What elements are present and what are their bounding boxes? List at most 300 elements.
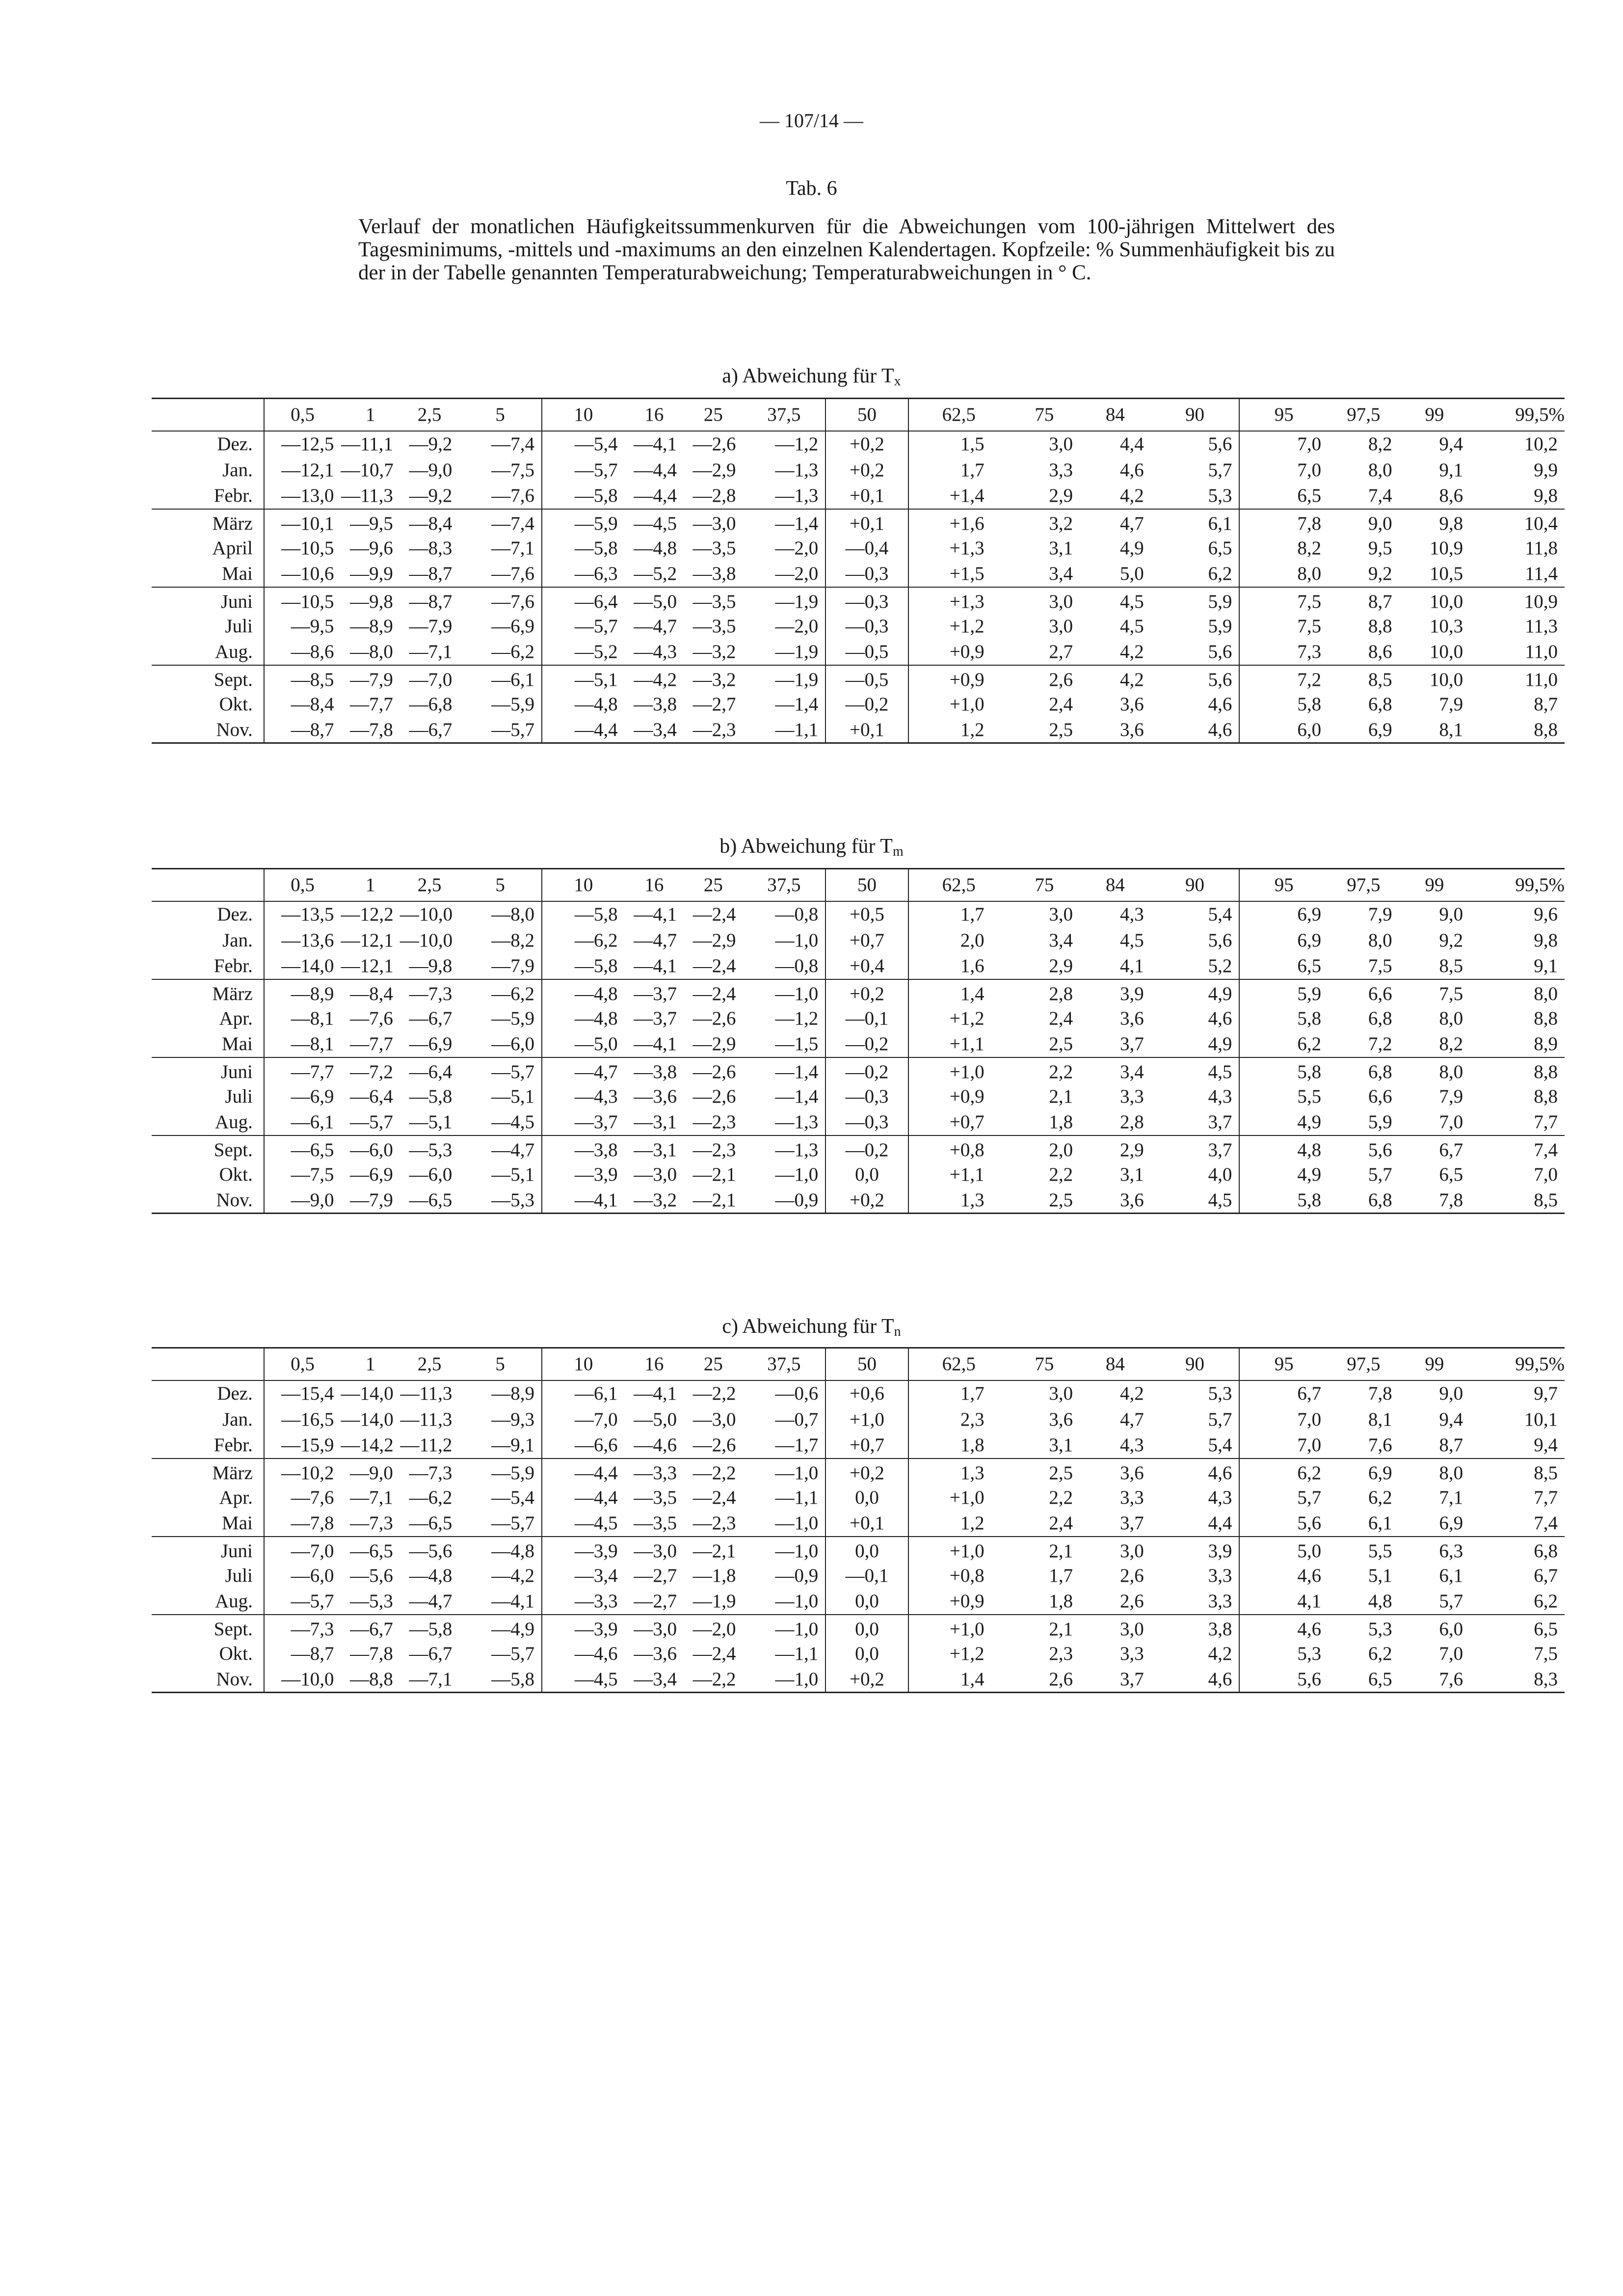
table-cell: —4,8: [542, 691, 625, 717]
table-cell: —3,5: [692, 537, 736, 559]
table-cell: —8,5: [264, 665, 341, 691]
table-cell: —3,8: [625, 1057, 684, 1083]
table-cell: +0,2: [825, 1188, 908, 1214]
table-cell: —2,4: [692, 1643, 736, 1664]
table-cell: —4,5: [542, 1511, 625, 1537]
table-cell: 6,9: [1328, 1459, 1399, 1485]
table-cell: 5,6: [1151, 665, 1240, 691]
table-cell: 7,5: [1534, 1643, 1558, 1664]
table-cell: —6,5: [341, 1537, 399, 1563]
table-cell: 2,0: [908, 927, 1009, 953]
table-cell: 5,7: [1208, 459, 1232, 481]
table-cell: 4,6: [1119, 459, 1144, 481]
table-cell: —1,3: [775, 1111, 819, 1133]
column-header: 25: [684, 399, 743, 431]
table-cell: +0,2: [825, 979, 908, 1005]
table-cell: 3,6: [1080, 1459, 1151, 1485]
table-row: [152, 509, 1565, 535]
column-header: 75: [1009, 399, 1080, 431]
table-row: [152, 1667, 1565, 1693]
row-month-label: Aug.: [214, 641, 253, 662]
table-cell: —0,6: [775, 1383, 819, 1404]
table-cell: —2,3: [692, 1111, 736, 1133]
table-cell: —6,7: [409, 1643, 452, 1664]
table-cell: 4,2: [1080, 665, 1151, 691]
table-cell: —5,7: [542, 613, 625, 639]
table-cell: —3,8: [692, 563, 736, 584]
table-cell: 7,2: [1239, 665, 1328, 691]
table-cell: 1,7: [908, 901, 1009, 927]
table-cell: 4,6: [1208, 693, 1232, 715]
table-cell: 2,1: [1009, 1615, 1080, 1641]
table-cell: 4,8: [1368, 1591, 1392, 1612]
table-cell: —4,7: [459, 1135, 542, 1162]
table-cell: —1,0: [775, 1513, 819, 1534]
column-header: 0,5: [264, 1348, 341, 1380]
table-cell: +1,2: [908, 1005, 1009, 1031]
table-cell: 3,4: [1049, 563, 1073, 584]
header-corner: [152, 399, 264, 431]
table-cell: —7,3: [264, 1615, 341, 1641]
table-cell: —6,4: [350, 1085, 393, 1107]
data-table-c: [152, 1347, 1565, 1693]
table-cell: —2,3: [692, 1513, 736, 1534]
table-cell: 4,2: [1208, 1643, 1232, 1664]
table-cell: 6,9: [1328, 717, 1399, 743]
table-cell: 7,7: [1534, 1486, 1558, 1508]
table-cell: 3,7: [1151, 1135, 1240, 1162]
table-cell: 4,8: [1239, 1135, 1328, 1162]
table-cell: —0,3: [825, 1083, 908, 1109]
table-cell: —3,4: [625, 717, 684, 743]
row-month-label: Aug.: [214, 1591, 253, 1612]
table-cell: —7,2: [341, 1057, 399, 1083]
table-cell: 11,0: [1470, 665, 1565, 691]
table-cell: —7,7: [350, 1033, 393, 1054]
table-cell: —4,7: [634, 929, 677, 951]
table-cell: —4,7: [634, 615, 677, 637]
table-cell: —9,2: [409, 485, 452, 506]
table-cell: 3,6: [1119, 1007, 1144, 1029]
table-cell: —7,9: [341, 1188, 399, 1214]
table-cell: —5,3: [350, 1591, 393, 1612]
table-cell: —1,4: [775, 1085, 819, 1107]
table-cell: —6,0: [341, 1135, 399, 1162]
table-cell: —5,4: [491, 1486, 534, 1508]
table-cell: 9,4: [1534, 1434, 1558, 1456]
table-cell: —4,2: [491, 1565, 534, 1586]
table-cell: —9,0: [341, 1459, 399, 1485]
table-cell: —4,8: [459, 1537, 542, 1563]
table-cell: —3,0: [634, 1163, 677, 1185]
table-cell: +1,5: [908, 561, 1009, 587]
table-cell: —7,0: [400, 665, 459, 691]
table-cell: +1,0: [908, 1057, 1009, 1083]
table-cell: 7,8: [1239, 509, 1328, 535]
table-cell: —4,9: [459, 1615, 542, 1641]
table-cell: —0,4: [825, 535, 908, 561]
table-cell: 6,5: [1439, 1163, 1463, 1185]
table-cell: 6,8: [1368, 1007, 1392, 1029]
table-cell: —8,7: [264, 1641, 341, 1667]
table-cell: —0,3: [825, 587, 908, 613]
table-cell: +1,3: [908, 535, 1009, 561]
table-cell: —7,9: [491, 955, 534, 976]
table-cell: —12,1: [341, 955, 394, 976]
table-cell: 6,2: [1208, 563, 1232, 584]
table-cell: —4,1: [634, 433, 677, 455]
table-cell: 6,2: [1368, 1643, 1392, 1664]
table-cell: —4,8: [542, 979, 625, 1005]
table-cell: 6,5: [1239, 483, 1328, 509]
table-row: [152, 1641, 1565, 1667]
table-cell: 5,6: [1239, 1667, 1328, 1693]
table-cell: —2,8: [692, 485, 736, 506]
table-cell: —2,7: [634, 1565, 677, 1586]
table-cell: —14,0: [341, 1408, 394, 1430]
table-cell: —1,0: [743, 1537, 826, 1563]
table-cell: —4,8: [409, 1565, 452, 1586]
row-month-label: Okt.: [219, 693, 253, 715]
table-cell: 6,1: [1368, 1513, 1392, 1534]
table-cell: —8,9: [264, 979, 341, 1005]
table-cell: —8,4: [264, 691, 341, 717]
table-cell: 7,8: [1399, 1188, 1470, 1214]
table-cell: —10,7: [341, 459, 394, 481]
table-cell: —0,1: [825, 1005, 908, 1031]
table-cell: 6,5: [1208, 537, 1232, 559]
table-cell: 9,4: [1439, 1408, 1463, 1430]
table-cell: 5,9: [1368, 1111, 1392, 1133]
table-cell: —4,4: [542, 1459, 625, 1485]
table-cell: —2,4: [692, 1486, 736, 1508]
table-cell: 1,5: [908, 431, 1009, 457]
header-corner: [152, 869, 264, 901]
table-cell: —2,7: [692, 693, 736, 715]
table-cell: +0,8: [908, 1563, 1009, 1589]
table-cell: —1,9: [775, 641, 819, 662]
table-cell: 8,6: [1439, 485, 1463, 506]
table-cell: 6,1: [1439, 1565, 1463, 1586]
table-cell: 9,6: [1534, 904, 1558, 925]
table-cell: —4,1: [542, 1188, 625, 1214]
table-cell: 6,5: [1328, 1667, 1399, 1693]
table-cell: —8,7: [409, 563, 452, 584]
table-cell: 6,8: [1328, 1057, 1399, 1083]
table-cell: —3,1: [625, 1135, 684, 1162]
table-cell: —3,2: [684, 665, 743, 691]
table-row: [152, 691, 1565, 717]
row-month-label: Juli: [225, 615, 253, 637]
table-cell: 2,4: [1049, 1007, 1073, 1029]
row-month-label: Juli: [225, 1565, 253, 1586]
table-cell: —14,0: [341, 1383, 394, 1404]
table-cell: —3,1: [634, 1111, 677, 1133]
table-cell: 6,2: [1239, 1031, 1328, 1057]
table-cell: 3,9: [1151, 1537, 1240, 1563]
table-cell: 6,8: [1470, 1537, 1565, 1563]
table-cell: —3,0: [625, 1615, 684, 1641]
table-cell: 0,0: [825, 1537, 908, 1563]
table-cell: 0,0: [825, 1162, 908, 1188]
table-cell: —11,1: [341, 433, 393, 455]
table-cell: —7,3: [350, 1513, 393, 1534]
table-cell: —7,1: [350, 1486, 393, 1508]
column-header: 2,5: [400, 399, 459, 431]
table-cell: 6,7: [1534, 1565, 1558, 1586]
table-cell: 2,2: [1009, 1057, 1080, 1083]
table-cell: —11,3: [341, 485, 393, 506]
table-cell: —9,8: [409, 955, 452, 976]
table-cell: 8,5: [1328, 665, 1399, 691]
table-row: [152, 1188, 1565, 1214]
table-cell: 2,9: [1049, 955, 1073, 976]
column-header: 99: [1399, 869, 1470, 901]
row-month-label: Sept.: [152, 665, 264, 691]
table-cell: —0,1: [825, 1563, 908, 1589]
table-cell: —1,9: [692, 1591, 736, 1612]
table-cell: —9,5: [264, 613, 341, 639]
table-cell: +0,2: [825, 1459, 908, 1485]
table-cell: 4,6: [1239, 1615, 1328, 1641]
section-title-b: b) Abweichung für $T_m$: [719, 835, 904, 859]
table-cell: 10,0: [1429, 641, 1463, 662]
table-cell: 7,5: [1239, 587, 1328, 613]
row-month-label: Juni: [152, 587, 264, 613]
data-table-a: [152, 398, 1565, 744]
table-cell: 3,4: [1080, 1057, 1151, 1083]
table-cell: —2,4: [692, 904, 736, 925]
table-cell: 2,1: [1009, 1537, 1080, 1563]
table-cell: —5,1: [409, 1111, 452, 1133]
row-month-label: Jan.: [222, 1408, 253, 1430]
table-cell: 5,3: [1328, 1615, 1399, 1641]
table-cell: —6,7: [409, 1007, 452, 1029]
table-cell: 5,9: [1239, 979, 1328, 1005]
table-cell: —7,9: [341, 665, 399, 691]
table-cell: 3,3: [1119, 1643, 1144, 1664]
table-cell: —5,7: [542, 457, 625, 483]
table-cell: —11,3: [400, 1383, 452, 1404]
row-month-label: März: [152, 979, 264, 1005]
table-cell: +0,2: [825, 431, 908, 457]
table-cell: —1,2: [775, 1007, 819, 1029]
column-header: 99,5%: [1470, 869, 1565, 901]
column-header: 97,5: [1328, 1348, 1399, 1380]
table-cell: 6,8: [1328, 1188, 1399, 1214]
table-cell: 0,0: [825, 1485, 908, 1511]
table-cell: 6,2: [1368, 1486, 1392, 1508]
row-month-label: Dez.: [217, 1383, 253, 1404]
table-cell: 4,5: [1080, 587, 1151, 613]
table-cell: —8,4: [400, 509, 459, 535]
column-header: 10: [542, 869, 625, 901]
table-cell: 5,6: [1239, 1511, 1328, 1537]
table-cell: +1,0: [908, 691, 1009, 717]
table-cell: —8,4: [341, 979, 399, 1005]
table-row: [152, 1511, 1565, 1537]
table-cell: 11,8: [1525, 537, 1558, 559]
table-cell: —12,1: [341, 929, 394, 951]
table-row: [152, 1057, 1565, 1083]
table-cell: 3,0: [1080, 1537, 1151, 1563]
table-cell: 8,0: [1439, 1007, 1463, 1029]
table-cell: 8,6: [1368, 641, 1392, 662]
table-cell: —2,3: [684, 717, 743, 743]
table-cell: 7,5: [1399, 979, 1470, 1005]
table-cell: 5,3: [1208, 1383, 1232, 1404]
table-cell: —5,8: [459, 1667, 542, 1693]
table-cell: 2,6: [1009, 1667, 1080, 1693]
table-cell: 6,9: [1439, 1513, 1463, 1534]
table-cell: —8,1: [264, 1031, 341, 1057]
table-cell: +0,1: [825, 483, 908, 509]
table-cell: +0,7: [825, 1432, 908, 1459]
table-cell: —9,0: [264, 1188, 341, 1214]
table-cell: —5,8: [409, 1085, 452, 1107]
table-cell: —5,8: [400, 1615, 459, 1641]
table-cell: 3,7: [1119, 1033, 1144, 1054]
table-cell: —4,4: [634, 485, 677, 506]
table-cell: 5,2: [1208, 955, 1232, 976]
table-cell: —5,8: [542, 483, 625, 509]
table-cell: 6,9: [1239, 927, 1328, 953]
table-cell: 7,1: [1439, 1486, 1463, 1508]
table-cell: —1,8: [692, 1565, 736, 1586]
table-cell: —1,1: [775, 1643, 819, 1664]
table-cell: —1,2: [775, 433, 819, 455]
table-cell: —5,9: [542, 509, 625, 535]
table-cell: 6,9: [1239, 901, 1328, 927]
table-cell: —0,5: [825, 639, 908, 665]
table-cell: 4,7: [1080, 509, 1151, 535]
table-row: [152, 1135, 1565, 1162]
table-cell: 7,3: [1239, 639, 1328, 665]
table-cell: 11,4: [1525, 563, 1558, 584]
table-cell: 6,5: [1470, 1615, 1565, 1641]
table-cell: 3,2: [1009, 509, 1080, 535]
table-cell: 6,2: [1239, 1459, 1328, 1485]
table-cell: —6,1: [459, 665, 542, 691]
table-cell: 4,3: [1208, 1085, 1232, 1107]
table-cell: —7,1: [491, 537, 534, 559]
table-cell: —6,7: [341, 1615, 399, 1641]
table-cell: 10,5: [1429, 563, 1463, 584]
table-cell: 6,7: [1399, 1135, 1470, 1162]
table-cell: 1,2: [908, 1511, 1009, 1537]
column-header: 97,5: [1328, 399, 1399, 431]
table-cell: —3,7: [634, 1007, 677, 1029]
table-cell: —10,1: [264, 509, 341, 535]
table-cell: 1,3: [908, 1459, 1009, 1485]
table-row: [152, 587, 1565, 613]
table-cell: 2,3: [1049, 1643, 1073, 1664]
table-cell: 2,8: [1119, 1111, 1144, 1133]
table-cell: 2,6: [1119, 1591, 1144, 1612]
table-row: [152, 431, 1565, 457]
table-cell: 5,7: [1239, 1485, 1328, 1511]
table-cell: 5,3: [1208, 485, 1232, 506]
table-cell: 3,6: [1119, 693, 1144, 715]
table-cell: —4,1: [634, 1033, 677, 1054]
table-cell: 0,0: [825, 1589, 908, 1615]
table-cell: —2,9: [692, 929, 736, 951]
table-cell: —1,0: [743, 1615, 826, 1641]
table-cell: 7,0: [1439, 1111, 1463, 1133]
table-cell: —2,6: [692, 1434, 736, 1456]
table-cell: +0,7: [908, 1109, 1009, 1135]
table-cell: —7,8: [341, 717, 399, 743]
table-cell: —7,5: [264, 1162, 341, 1188]
table-cell: —8,1: [264, 1005, 341, 1031]
table-cell: —9,3: [491, 1408, 534, 1430]
table-cell: —8,3: [409, 537, 452, 559]
table-cell: —7,1: [400, 1667, 459, 1693]
table-cell: 3,6: [1080, 717, 1151, 743]
table-cell: —7,6: [264, 1485, 341, 1511]
table-cell: —3,7: [542, 1109, 625, 1135]
table-cell: 9,0: [1439, 904, 1463, 925]
table-cell: 9,1: [1534, 955, 1558, 976]
table-cell: —1,4: [743, 509, 826, 535]
table-cell: —7,3: [400, 1459, 459, 1485]
table-cell: —14,0: [264, 953, 341, 979]
table-cell: —4,8: [542, 1005, 625, 1031]
table-cell: 3,8: [1151, 1615, 1240, 1641]
column-header: 50: [825, 1348, 908, 1380]
table-cell: 3,0: [1009, 587, 1080, 613]
column-header: 25: [684, 1348, 743, 1380]
table-cell: 3,0: [1049, 904, 1073, 925]
table-cell: —6,7: [400, 717, 459, 743]
table-cell: 9,2: [1439, 929, 1463, 951]
table-cell: 8,8: [1534, 1007, 1558, 1029]
table-cell: —7,4: [459, 509, 542, 535]
table-cell: —3,3: [542, 1589, 625, 1615]
table-cell: —4,1: [634, 1383, 677, 1404]
table-cell: 6,8: [1368, 693, 1392, 715]
table-cell: 7,0: [1239, 1406, 1328, 1432]
column-header: 10: [542, 1348, 625, 1380]
table-cell: 7,4: [1368, 485, 1392, 506]
table-cell: 7,4: [1470, 1135, 1565, 1162]
table-cell: 10,3: [1429, 615, 1463, 637]
table-row: [152, 1031, 1565, 1057]
table-cell: —6,1: [264, 1109, 341, 1135]
table-cell: 4,5: [1151, 1188, 1240, 1214]
table-cell: —0,7: [775, 1408, 819, 1430]
table-row: [152, 1109, 1565, 1135]
table-cell: —2,0: [775, 563, 819, 584]
table-cell: —4,7: [542, 1057, 625, 1083]
table-cell: —7,6: [350, 1007, 393, 1029]
table-cell: 9,5: [1368, 537, 1392, 559]
table-cell: —4,5: [491, 1111, 534, 1133]
table-cell: +0,5: [825, 901, 908, 927]
table-cell: —5,6: [400, 1537, 459, 1563]
table-cell: —11,3: [400, 1408, 452, 1430]
table-cell: 2,3: [908, 1406, 1009, 1432]
table-caption: Verlauf der monatlichen Häufigkeitssummenkurven für die Abweichungen vom 100-jährigen Mittelwert des Tagesminimums, -mittels und -maximums an den einzelnen Kalendertagen. Kopfzeile: % Summenhäufigkeit bis zu der in der Tabelle genannten Temperaturabweichung; Temperaturabweichungen in ° C.: [358, 215, 1335, 284]
table-cell: 3,3: [1119, 1085, 1144, 1107]
table-cell: —3,7: [625, 979, 684, 1005]
table-cell: +0,4: [825, 953, 908, 979]
header-row: [152, 869, 1565, 901]
table-cell: 3,3: [1049, 459, 1073, 481]
table-cell: —5,1: [491, 1163, 534, 1185]
section-title-c: c) Abweichung für $T_n$: [722, 1315, 901, 1339]
column-header: 5: [459, 869, 542, 901]
